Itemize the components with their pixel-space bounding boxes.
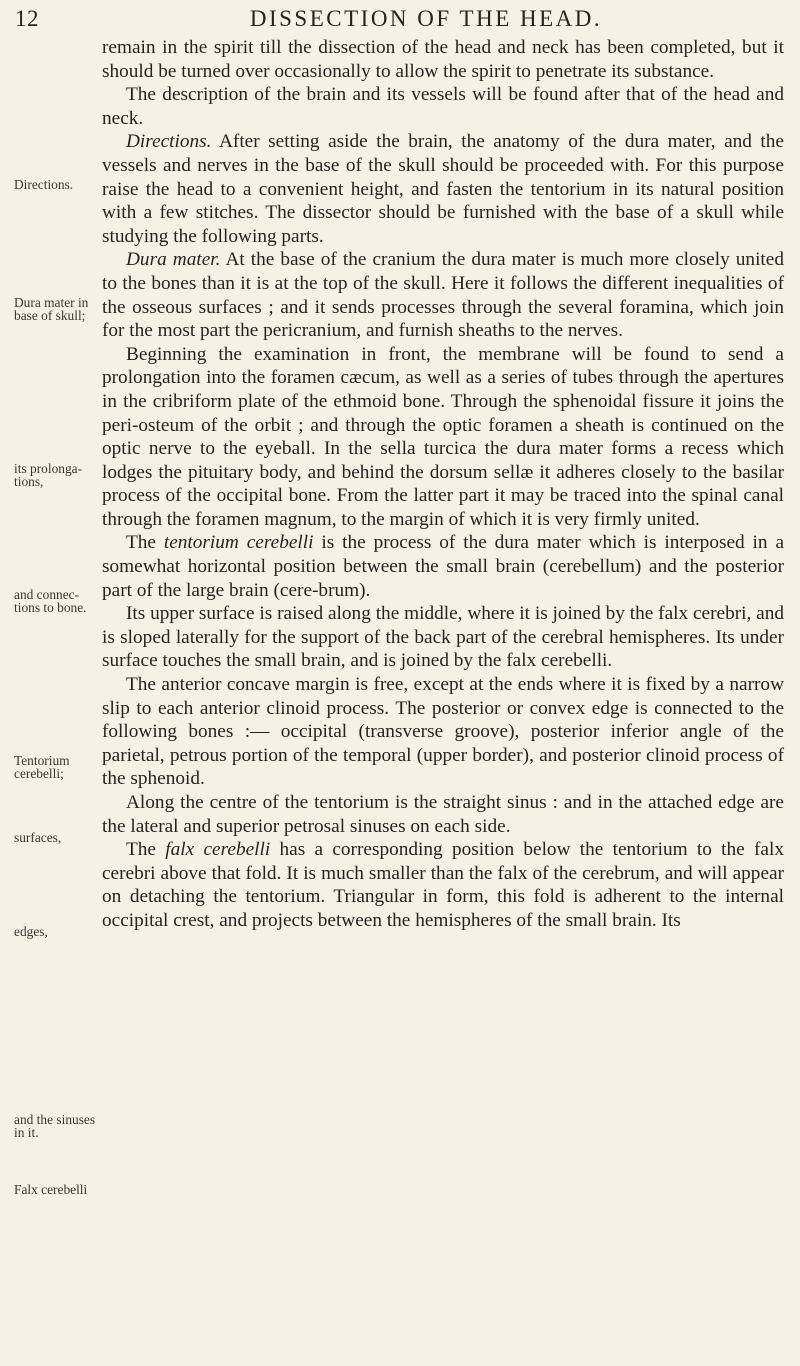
margin-note-falx: Falx cerebelli: [14, 1182, 88, 1197]
paragraph-lead: tentorium cerebelli: [163, 532, 314, 554]
paragraph-prolongations: [102, 343, 784, 532]
paragraph-pre: The: [126, 532, 156, 554]
margin-note-connections: and connec-tions to bone.: [14, 587, 87, 615]
page-header: [0, 2, 800, 36]
paragraph-lead: falx cerebelli: [165, 839, 271, 861]
paragraph-dura-mater: [102, 248, 784, 342]
paragraph-text: Beginning the examination in front, the membrane will be found to send a prolongation into the foramen cæcum, as well as a series of tubes through the apertures in the cribriform plate of the ethmoid bone. Through the sphenoidal fissure it joins the peri-osteum of the orbit ; and through the optic foramen a sheath is continued on the optic nerve to the eyeball. In the sella turcica the dura mater forms a recess which lodges the pituitary body, and behind the dorsum sellæ it adheres closely to the basilar process of the occipital bone. From the latter part it may be traced into the spinal canal through the foramen magnum, to the margin of which it is very firmly united.: [102, 343, 784, 530]
margin-note-sinuses: and the sinuses in it.: [14, 1112, 96, 1140]
paragraph-lead: Directions.: [126, 131, 212, 153]
margin-note-edges: edges,: [14, 924, 48, 939]
page-number: 12: [15, 6, 39, 31]
paragraph-brain-description: [102, 83, 784, 130]
margin-note-dura-mater-base: Dura mater in base of skull;: [14, 295, 89, 323]
paragraph-continuation: [102, 36, 784, 83]
paragraph-falx-cerebelli: [102, 838, 784, 932]
paragraph-text: After setting aside the brain, the anatomy of the dura mater, and the vessels and nerves in the base of the skull should be proceeded with. For this purpose raise the head to a convenient height, and fasten the tentorium in its natural position with a few stitches. The dissector should be furnished with the base of a skull while studying the following parts.: [102, 131, 784, 247]
margin-note-prolongations: its prolonga-tions,: [14, 461, 83, 489]
paragraph-tentorium: [102, 531, 784, 602]
margin-note-directions: Directions.: [14, 177, 74, 192]
paragraph-sinuses: [102, 791, 784, 838]
paragraph-directions: [102, 130, 784, 248]
paragraph-text: has a corresponding position below the tentorium to the falx cerebri above that fold. It is much smaller than the falx of the cerebrum, and will appear on detaching the tentorium. Triangular in form, this fold is adherent to the internal occipital crest, and projects between the hemispheres of the small brain. Its: [102, 839, 784, 931]
running-title: DISSECTION OF THE HEAD.: [249, 6, 603, 31]
margin-note-surfaces: surfaces,: [14, 830, 62, 845]
paragraph-text: At the base of the cranium the dura mater is much more closely united to the bones than it is at the top of the skull. Here it follows the different inequalities of the osseous surfaces ; and it sends processes through the several foramina, which join for the most part the pericranium, and furnish sheaths to the nerves.: [102, 249, 784, 342]
margin-notes: [0, 0, 100, 1366]
paragraph-text: remain in the spirit till the dissection of the head and neck has been completed, but it should be turned over occasionally to allow the spirit to penetrate its substance.: [102, 37, 784, 82]
paragraph-pre: The: [126, 839, 156, 861]
paragraph-text: The anterior concave margin is free, except at the ends where it is fixed by a narrow slip to each anterior clinoid process. The posterior or convex edge is connected to the following bones :— occipital (transverse groove), posterior inferior angle of the parietal, petrous portion of the temporal (upper border), and posterior clinoid process of the sphenoid.: [102, 674, 784, 790]
paragraph-edges: [102, 673, 784, 791]
paragraph-text: The description of the brain and its vessels will be found after that of the head and neck.: [102, 84, 784, 129]
paragraph-text: Its upper surface is raised along the middle, where it is joined by the falx cerebri, and is sloped laterally for the support of the back part of the cerebral hemispheres. Its under surface touches the small brain, and is joined by the falx cerebelli.: [102, 603, 784, 672]
paragraph-surfaces: [102, 602, 784, 673]
body-text: [102, 36, 784, 933]
paragraph-text: Along the centre of the tentorium is the straight sinus : and in the attached edge are the lateral and superior petrosal sinuses on each side.: [102, 792, 784, 837]
paragraph-lead: Dura mater.: [126, 249, 221, 271]
margin-note-tentorium: Tentorium cerebelli;: [14, 753, 70, 781]
paragraph-text: is the process of the dura mater which is interposed in a somewhat horizontal position between the small brain (cerebellum) and the posterior part of the large brain (cere-brum).: [102, 532, 784, 601]
